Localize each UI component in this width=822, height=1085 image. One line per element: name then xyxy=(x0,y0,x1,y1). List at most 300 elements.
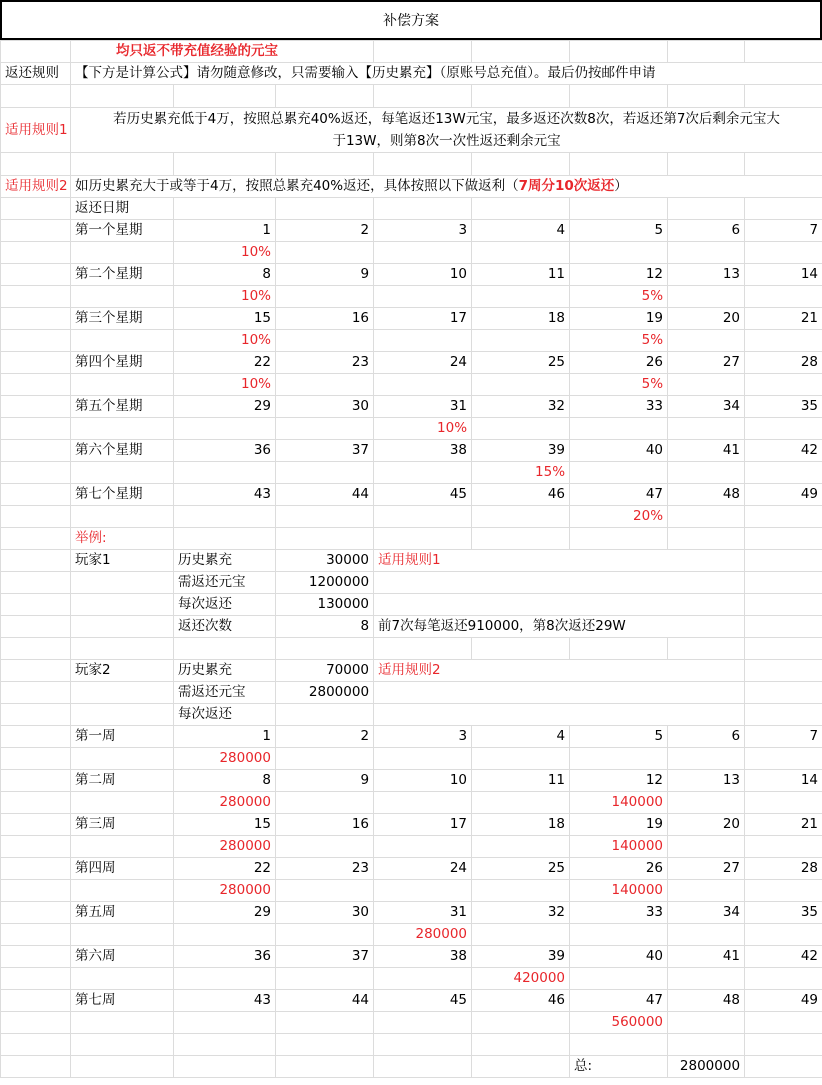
cell[interactable] xyxy=(71,748,174,770)
amount-cell[interactable] xyxy=(745,968,822,990)
cell[interactable] xyxy=(1,880,71,902)
pct-cell[interactable] xyxy=(276,374,374,396)
day-cell[interactable]: 41 xyxy=(668,946,745,968)
cell[interactable] xyxy=(71,792,174,814)
amount-cell[interactable] xyxy=(745,880,822,902)
day-cell[interactable]: 19 xyxy=(570,814,668,836)
cell[interactable] xyxy=(1,924,71,946)
pct-cell[interactable] xyxy=(570,242,668,264)
cell[interactable] xyxy=(71,1012,174,1034)
day-cell[interactable]: 31 xyxy=(374,396,472,418)
day-cell[interactable]: 11 xyxy=(472,770,570,792)
cell[interactable] xyxy=(1,990,71,1012)
cell[interactable] xyxy=(71,1034,174,1056)
pct-cell[interactable]: 10% xyxy=(174,286,276,308)
amount-cell[interactable] xyxy=(276,792,374,814)
cell[interactable] xyxy=(276,153,374,176)
cell[interactable] xyxy=(570,198,668,220)
day-cell[interactable]: 27 xyxy=(668,858,745,880)
rules-label[interactable]: 返还规则 xyxy=(1,63,71,85)
pct-cell[interactable] xyxy=(374,286,472,308)
cell[interactable] xyxy=(374,153,472,176)
amount-cell[interactable] xyxy=(745,748,822,770)
amount-cell[interactable] xyxy=(745,836,822,858)
pct-cell[interactable] xyxy=(276,506,374,528)
day-cell[interactable]: 40 xyxy=(570,946,668,968)
pct-cell[interactable] xyxy=(276,330,374,352)
amount-cell[interactable] xyxy=(745,924,822,946)
cell[interactable] xyxy=(174,198,276,220)
pct-cell[interactable] xyxy=(668,286,745,308)
cell[interactable] xyxy=(1,726,71,748)
player-field-label[interactable]: 需返还元宝 xyxy=(174,572,276,594)
week-label[interactable]: 第五个星期 xyxy=(71,396,174,418)
amount-cell[interactable] xyxy=(276,968,374,990)
player-note[interactable] xyxy=(374,682,745,704)
cell[interactable] xyxy=(668,1034,745,1056)
day-cell[interactable]: 37 xyxy=(276,440,374,462)
cell[interactable] xyxy=(1,902,71,924)
pct-cell[interactable] xyxy=(374,242,472,264)
day-cell[interactable]: 22 xyxy=(174,352,276,374)
pct-cell[interactable] xyxy=(276,286,374,308)
pct-cell[interactable]: 5% xyxy=(570,286,668,308)
day-cell[interactable]: 37 xyxy=(276,946,374,968)
cell[interactable] xyxy=(1,968,71,990)
day-cell[interactable]: 2 xyxy=(276,726,374,748)
day-cell[interactable]: 4 xyxy=(472,726,570,748)
day-cell[interactable]: 10 xyxy=(374,264,472,286)
cell[interactable] xyxy=(570,638,668,660)
day-cell[interactable]: 35 xyxy=(745,396,822,418)
cell[interactable] xyxy=(1,286,71,308)
rules-header-text[interactable]: 【下方是计算公式】请勿随意修改，只需要输入【历史累充】（原账号总充值）。最后仍按邮件申请 xyxy=(71,63,822,85)
cell[interactable] xyxy=(1,858,71,880)
player-field-label[interactable]: 需返还元宝 xyxy=(174,682,276,704)
day-cell[interactable]: 29 xyxy=(174,902,276,924)
cell[interactable] xyxy=(1,836,71,858)
day-cell[interactable]: 1 xyxy=(174,726,276,748)
day-cell[interactable]: 23 xyxy=(276,858,374,880)
pct-cell[interactable] xyxy=(668,374,745,396)
day-cell[interactable]: 4 xyxy=(472,220,570,242)
player-name[interactable] xyxy=(71,704,174,726)
cell[interactable] xyxy=(1,704,71,726)
cell[interactable] xyxy=(1,792,71,814)
amount-cell[interactable]: 560000 xyxy=(570,1012,668,1034)
day-cell[interactable]: 32 xyxy=(472,396,570,418)
amount-cell[interactable] xyxy=(570,748,668,770)
cell[interactable] xyxy=(1,528,71,550)
cell[interactable] xyxy=(570,528,668,550)
cell[interactable] xyxy=(71,506,174,528)
week-label[interactable]: 第二周 xyxy=(71,770,174,792)
day-cell[interactable]: 30 xyxy=(276,396,374,418)
day-cell[interactable]: 49 xyxy=(745,484,822,506)
cell[interactable] xyxy=(745,528,822,550)
cell[interactable] xyxy=(1,85,71,108)
day-cell[interactable]: 28 xyxy=(745,858,822,880)
total-value[interactable]: 2800000 xyxy=(668,1056,745,1078)
cell[interactable] xyxy=(374,198,472,220)
cell[interactable] xyxy=(745,198,822,220)
cell[interactable] xyxy=(668,85,745,108)
day-cell[interactable]: 11 xyxy=(472,264,570,286)
amount-cell[interactable] xyxy=(174,924,276,946)
player-note[interactable] xyxy=(374,704,745,726)
amount-cell[interactable] xyxy=(374,748,472,770)
pct-cell[interactable] xyxy=(472,506,570,528)
pct-cell[interactable] xyxy=(745,462,822,484)
cell[interactable] xyxy=(374,1034,472,1056)
cell[interactable] xyxy=(745,682,822,704)
pct-cell[interactable] xyxy=(276,418,374,440)
week-label[interactable]: 第二个星期 xyxy=(71,264,174,286)
day-cell[interactable]: 28 xyxy=(745,352,822,374)
cell[interactable] xyxy=(1,440,71,462)
cell[interactable] xyxy=(472,638,570,660)
day-cell[interactable]: 13 xyxy=(668,264,745,286)
cell[interactable] xyxy=(1,550,71,572)
amount-cell[interactable] xyxy=(374,968,472,990)
amount-cell[interactable] xyxy=(668,748,745,770)
week-label[interactable]: 第五周 xyxy=(71,902,174,924)
cell[interactable] xyxy=(374,638,472,660)
cell[interactable] xyxy=(71,153,174,176)
cell[interactable] xyxy=(1,418,71,440)
cell[interactable] xyxy=(745,704,822,726)
day-cell[interactable]: 46 xyxy=(472,990,570,1012)
player-name[interactable] xyxy=(71,682,174,704)
pct-cell[interactable] xyxy=(374,462,472,484)
cell[interactable] xyxy=(745,550,822,572)
day-cell[interactable]: 10 xyxy=(374,770,472,792)
day-cell[interactable]: 22 xyxy=(174,858,276,880)
pct-cell[interactable]: 5% xyxy=(570,330,668,352)
cell[interactable] xyxy=(276,85,374,108)
pct-cell[interactable] xyxy=(276,462,374,484)
amount-cell[interactable] xyxy=(374,792,472,814)
player-name[interactable]: 玩家2 xyxy=(71,660,174,682)
day-cell[interactable]: 9 xyxy=(276,264,374,286)
day-cell[interactable]: 24 xyxy=(374,858,472,880)
day-cell[interactable]: 12 xyxy=(570,770,668,792)
cell[interactable] xyxy=(71,418,174,440)
pct-cell[interactable]: 10% xyxy=(174,242,276,264)
pct-cell[interactable]: 20% xyxy=(570,506,668,528)
pct-cell[interactable] xyxy=(745,330,822,352)
day-cell[interactable]: 42 xyxy=(745,440,822,462)
cell[interactable] xyxy=(1,242,71,264)
day-cell[interactable]: 39 xyxy=(472,440,570,462)
pct-cell[interactable] xyxy=(745,242,822,264)
pct-cell[interactable] xyxy=(472,374,570,396)
amount-cell[interactable] xyxy=(668,792,745,814)
cell[interactable] xyxy=(276,198,374,220)
cell[interactable] xyxy=(374,1056,472,1078)
amount-cell[interactable] xyxy=(472,792,570,814)
week-label[interactable]: 第六个星期 xyxy=(71,440,174,462)
cell[interactable] xyxy=(570,153,668,176)
cell[interactable] xyxy=(472,85,570,108)
amount-cell[interactable]: 280000 xyxy=(174,836,276,858)
week-label[interactable]: 第三周 xyxy=(71,814,174,836)
day-cell[interactable]: 49 xyxy=(745,990,822,1012)
day-cell[interactable]: 26 xyxy=(570,352,668,374)
cell[interactable] xyxy=(276,1034,374,1056)
amount-cell[interactable] xyxy=(276,748,374,770)
day-cell[interactable]: 47 xyxy=(570,484,668,506)
amount-cell[interactable] xyxy=(472,1012,570,1034)
week-label[interactable]: 第四周 xyxy=(71,858,174,880)
pct-cell[interactable] xyxy=(745,286,822,308)
cell[interactable] xyxy=(71,638,174,660)
player-field-value[interactable]: 130000 xyxy=(276,594,374,616)
cell[interactable] xyxy=(472,528,570,550)
week-label[interactable]: 第一周 xyxy=(71,726,174,748)
cell[interactable] xyxy=(1,946,71,968)
day-cell[interactable]: 43 xyxy=(174,484,276,506)
day-cell[interactable]: 20 xyxy=(668,814,745,836)
player-field-value[interactable]: 2800000 xyxy=(276,682,374,704)
day-cell[interactable]: 16 xyxy=(276,308,374,330)
day-cell[interactable]: 8 xyxy=(174,770,276,792)
day-cell[interactable]: 7 xyxy=(745,220,822,242)
amount-cell[interactable] xyxy=(276,836,374,858)
day-cell[interactable]: 33 xyxy=(570,902,668,924)
cell[interactable] xyxy=(374,85,472,108)
cell[interactable] xyxy=(1,374,71,396)
pct-cell[interactable] xyxy=(472,330,570,352)
day-cell[interactable]: 5 xyxy=(570,726,668,748)
cell[interactable] xyxy=(276,638,374,660)
day-cell[interactable]: 18 xyxy=(472,814,570,836)
notice-text[interactable]: 均只返不带充值经验的元宝 xyxy=(71,41,374,63)
cell[interactable] xyxy=(472,198,570,220)
day-cell[interactable]: 48 xyxy=(668,990,745,1012)
player-field-label[interactable]: 每次返还 xyxy=(174,594,276,616)
amount-cell[interactable]: 280000 xyxy=(374,924,472,946)
day-cell[interactable]: 42 xyxy=(745,946,822,968)
cell[interactable] xyxy=(71,968,174,990)
cell[interactable] xyxy=(745,660,822,682)
player-field-value[interactable]: 70000 xyxy=(276,660,374,682)
amount-cell[interactable] xyxy=(668,836,745,858)
cell[interactable] xyxy=(71,836,174,858)
cell[interactable] xyxy=(1,682,71,704)
day-cell[interactable]: 47 xyxy=(570,990,668,1012)
pct-cell[interactable] xyxy=(374,374,472,396)
rule2-label[interactable]: 适用规则2 xyxy=(1,176,71,198)
day-cell[interactable]: 5 xyxy=(570,220,668,242)
amount-cell[interactable] xyxy=(174,1012,276,1034)
player-note[interactable]: 适用规则1 xyxy=(374,550,745,572)
day-cell[interactable]: 40 xyxy=(570,440,668,462)
cell[interactable] xyxy=(71,330,174,352)
day-cell[interactable]: 36 xyxy=(174,440,276,462)
day-cell[interactable]: 6 xyxy=(668,220,745,242)
pct-cell[interactable]: 10% xyxy=(174,330,276,352)
cell[interactable] xyxy=(174,528,276,550)
week-label[interactable]: 第七个星期 xyxy=(71,484,174,506)
cell[interactable] xyxy=(745,1056,822,1078)
day-cell[interactable]: 1 xyxy=(174,220,276,242)
pct-cell[interactable] xyxy=(570,418,668,440)
player-field-value[interactable] xyxy=(276,704,374,726)
day-cell[interactable]: 44 xyxy=(276,990,374,1012)
player-note[interactable]: 适用规则2 xyxy=(374,660,745,682)
day-cell[interactable]: 41 xyxy=(668,440,745,462)
cell[interactable] xyxy=(745,41,822,63)
pct-cell[interactable]: 10% xyxy=(174,374,276,396)
day-cell[interactable]: 36 xyxy=(174,946,276,968)
cell[interactable] xyxy=(570,41,668,63)
day-cell[interactable]: 24 xyxy=(374,352,472,374)
player-note[interactable] xyxy=(374,572,745,594)
week-label[interactable]: 第六周 xyxy=(71,946,174,968)
day-cell[interactable]: 19 xyxy=(570,308,668,330)
pct-cell[interactable] xyxy=(668,506,745,528)
day-cell[interactable]: 17 xyxy=(374,814,472,836)
day-cell[interactable]: 12 xyxy=(570,264,668,286)
day-cell[interactable]: 15 xyxy=(174,814,276,836)
player-field-value[interactable]: 30000 xyxy=(276,550,374,572)
cell[interactable] xyxy=(1,594,71,616)
cell[interactable] xyxy=(1,616,71,638)
pct-cell[interactable]: 10% xyxy=(374,418,472,440)
day-cell[interactable]: 34 xyxy=(668,902,745,924)
amount-cell[interactable] xyxy=(570,968,668,990)
amount-cell[interactable]: 140000 xyxy=(570,880,668,902)
day-cell[interactable]: 8 xyxy=(174,264,276,286)
cell[interactable] xyxy=(71,374,174,396)
pct-cell[interactable] xyxy=(745,506,822,528)
day-cell[interactable]: 3 xyxy=(374,220,472,242)
day-cell[interactable]: 13 xyxy=(668,770,745,792)
pct-cell[interactable] xyxy=(668,418,745,440)
cell[interactable] xyxy=(570,1034,668,1056)
amount-cell[interactable]: 280000 xyxy=(174,748,276,770)
day-cell[interactable]: 34 xyxy=(668,396,745,418)
player-name[interactable] xyxy=(71,616,174,638)
day-cell[interactable]: 43 xyxy=(174,990,276,1012)
day-cell[interactable]: 35 xyxy=(745,902,822,924)
day-cell[interactable]: 39 xyxy=(472,946,570,968)
day-cell[interactable]: 14 xyxy=(745,264,822,286)
amount-cell[interactable] xyxy=(668,924,745,946)
amount-cell[interactable]: 280000 xyxy=(174,792,276,814)
amount-cell[interactable] xyxy=(668,968,745,990)
cell[interactable] xyxy=(71,1056,174,1078)
cell[interactable] xyxy=(1,484,71,506)
cell[interactable] xyxy=(71,880,174,902)
example-label[interactable]: 举例: xyxy=(71,528,174,550)
cell[interactable] xyxy=(1,770,71,792)
day-cell[interactable]: 23 xyxy=(276,352,374,374)
cell[interactable] xyxy=(71,85,174,108)
player-field-label[interactable]: 历史累充 xyxy=(174,660,276,682)
amount-cell[interactable] xyxy=(745,1012,822,1034)
day-cell[interactable]: 21 xyxy=(745,814,822,836)
day-cell[interactable]: 6 xyxy=(668,726,745,748)
amount-cell[interactable] xyxy=(472,880,570,902)
cell[interactable] xyxy=(1,198,71,220)
pct-cell[interactable] xyxy=(472,286,570,308)
schedule-label[interactable]: 返还日期 xyxy=(71,198,174,220)
week-label[interactable]: 第一个星期 xyxy=(71,220,174,242)
day-cell[interactable]: 30 xyxy=(276,902,374,924)
cell[interactable] xyxy=(1,638,71,660)
cell[interactable] xyxy=(174,153,276,176)
cell[interactable] xyxy=(745,638,822,660)
cell[interactable] xyxy=(71,462,174,484)
cell[interactable] xyxy=(668,198,745,220)
cell[interactable] xyxy=(174,1056,276,1078)
day-cell[interactable]: 25 xyxy=(472,352,570,374)
cell[interactable] xyxy=(668,41,745,63)
pct-cell[interactable] xyxy=(668,330,745,352)
cell[interactable] xyxy=(276,1056,374,1078)
pct-cell[interactable] xyxy=(472,418,570,440)
cell[interactable] xyxy=(745,572,822,594)
pct-cell[interactable] xyxy=(570,462,668,484)
amount-cell[interactable] xyxy=(745,792,822,814)
cell[interactable] xyxy=(1,396,71,418)
amount-cell[interactable] xyxy=(472,748,570,770)
total-label[interactable]: 总: xyxy=(570,1056,668,1078)
day-cell[interactable]: 38 xyxy=(374,440,472,462)
sheet-title[interactable]: 补偿方案 xyxy=(0,0,822,40)
cell[interactable] xyxy=(71,286,174,308)
day-cell[interactable]: 17 xyxy=(374,308,472,330)
amount-cell[interactable] xyxy=(472,836,570,858)
cell[interactable] xyxy=(1,748,71,770)
amount-cell[interactable] xyxy=(374,1012,472,1034)
day-cell[interactable]: 44 xyxy=(276,484,374,506)
cell[interactable] xyxy=(570,85,668,108)
day-cell[interactable]: 46 xyxy=(472,484,570,506)
cell[interactable] xyxy=(276,528,374,550)
day-cell[interactable]: 45 xyxy=(374,484,472,506)
pct-cell[interactable] xyxy=(668,462,745,484)
cell[interactable] xyxy=(174,85,276,108)
cell[interactable] xyxy=(745,616,822,638)
day-cell[interactable]: 21 xyxy=(745,308,822,330)
cell[interactable] xyxy=(668,638,745,660)
cell[interactable] xyxy=(174,638,276,660)
amount-cell[interactable] xyxy=(276,924,374,946)
player-field-label[interactable]: 历史累充 xyxy=(174,550,276,572)
day-cell[interactable]: 20 xyxy=(668,308,745,330)
cell[interactable] xyxy=(71,242,174,264)
pct-cell[interactable]: 15% xyxy=(472,462,570,484)
day-cell[interactable]: 25 xyxy=(472,858,570,880)
amount-cell[interactable]: 140000 xyxy=(570,836,668,858)
player-name[interactable] xyxy=(71,594,174,616)
amount-cell[interactable] xyxy=(668,880,745,902)
amount-cell[interactable] xyxy=(668,1012,745,1034)
amount-cell[interactable] xyxy=(174,968,276,990)
player-name[interactable] xyxy=(71,572,174,594)
cell[interactable] xyxy=(1,1034,71,1056)
player-field-value[interactable]: 8 xyxy=(276,616,374,638)
amount-cell[interactable]: 420000 xyxy=(472,968,570,990)
cell[interactable] xyxy=(1,352,71,374)
day-cell[interactable]: 38 xyxy=(374,946,472,968)
cell[interactable] xyxy=(1,264,71,286)
day-cell[interactable]: 29 xyxy=(174,396,276,418)
cell[interactable] xyxy=(1,660,71,682)
